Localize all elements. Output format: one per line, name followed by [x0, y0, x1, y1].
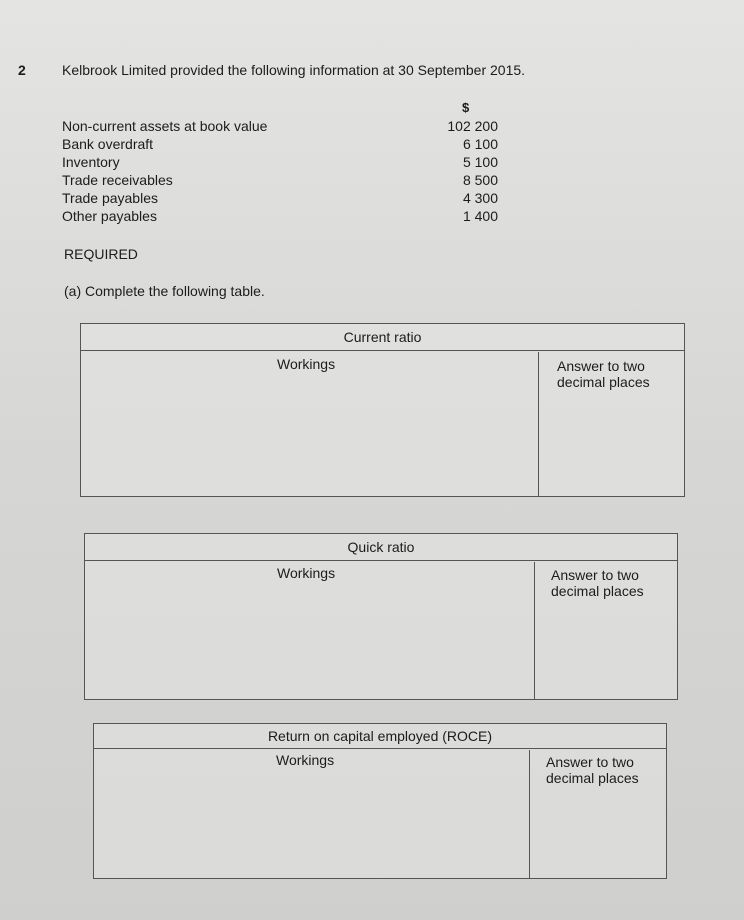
financial-row [62, 154, 498, 172]
table-title: Current ratio [81, 324, 684, 351]
part-a-instruction: (a) Complete the following table. [64, 283, 265, 299]
table-title: Quick ratio [85, 534, 677, 561]
financial-row-label: Non-current assets at book value [62, 118, 268, 134]
table-title: Return on capital employed (ROCE) [94, 724, 666, 749]
financial-row-label: Trade receivables [62, 172, 173, 188]
question-intro: Kelbrook Limited provided the following information at 30 September 2015. [62, 62, 526, 78]
financial-row-label: Inventory [62, 154, 120, 170]
financial-row-label: Other payables [62, 208, 157, 224]
current-ratio-table [80, 323, 685, 497]
column-divider [538, 352, 539, 496]
financial-row [62, 118, 498, 136]
workings-label: Workings [277, 565, 336, 581]
financial-row-value: 102 200 [447, 118, 498, 134]
workings-label: Workings [276, 752, 335, 768]
financial-row [62, 208, 498, 226]
financial-row-label: Trade payables [62, 190, 158, 206]
financial-row-value: 4 300 [462, 190, 498, 206]
column-divider [534, 562, 535, 699]
required-heading: REQUIRED [64, 246, 138, 262]
answer-label: Answer to two decimal places [557, 358, 650, 390]
question-number: 2 [18, 62, 26, 78]
financial-row [62, 136, 498, 154]
financial-row-value: 8 500 [462, 172, 498, 188]
roce-table [93, 723, 667, 879]
workings-label: Workings [277, 356, 336, 372]
financial-row-label: Bank overdraft [62, 136, 154, 152]
answer-label: Answer to two decimal places [546, 754, 639, 786]
currency-header: $ [462, 100, 470, 115]
column-divider [529, 750, 530, 878]
financial-row-value: 6 100 [462, 136, 498, 152]
financial-row-value: 5 100 [462, 154, 498, 170]
financial-row-value: 1 400 [462, 208, 498, 224]
financial-row [62, 190, 498, 208]
quick-ratio-table [84, 533, 678, 700]
answer-label: Answer to two decimal places [551, 567, 644, 599]
financial-row [62, 172, 498, 190]
